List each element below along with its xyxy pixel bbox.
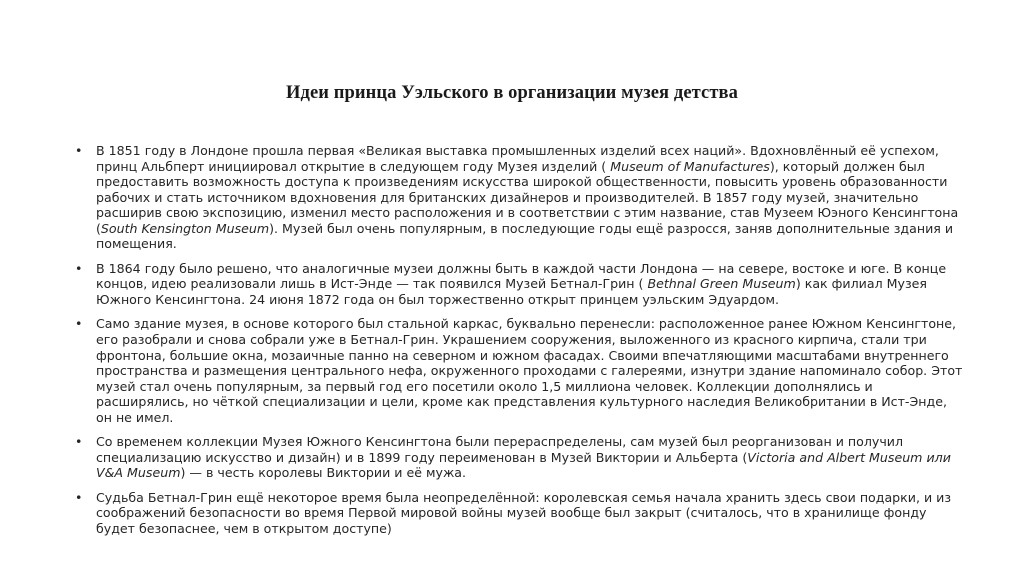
list-item [66,143,966,252]
bullet-list [66,143,966,537]
bullet-paragraph-5: Судьба Бетнал-Грин ещё некоторое время была неопределённой: королевская семья начала хранить здесь свои подарки, и из соображений безопасности во время Первой мировой войны музей вообще был закрыт (считалось, что в хранилище фонду будет безопаснее, чем в открытом доступе) [96,489,952,537]
bullet-marker-icon: • [75,316,83,332]
bullet-paragraph-1: В 1851 году в Лондоне прошла первая «Великая выставка промышленных изделий всех наций». Вдохновлённый её успехом, принц Альбперт инициировал открытие в следующем году Музея изделий ( Museum of Manufactures), который должен был предоставить возможность доступа к произведениям искусства широкой общественности, повысить уровень образованности рабочих и стать источником вдохновения для британских дизайнеров и производителей. В 1857 году музей, значительно расширив свою экспозицию, изменил место расположения и в соответствии с этим название, став Музеем Юэного Кенсингтона (South Kensington Museum). Музей был очень популярным, в последующие годы ещё разросся, заняв дополнительные здания и помещения. [96,143,959,252]
bullet-marker-icon: • [75,260,83,276]
bullet-paragraph-4: Со временем коллекции Музея Южного Кенсингтона были перераспределены, сам музей был реорганизован и получил специализацию искусство и дизайн) и в 1899 году переименован в Музей Виктории и Альберта (Victoria and Albert Museum или V&A Museum) — в честь королевы Виктории и её мужа. [96,434,951,481]
bullet-paragraph-3: Само здание музея, в основе которого был стальной каркас, буквально перенесли: расположенное ранее Южном Кенсингтоне, его разобрали и снова собрали уже в Бетнал-Грин. Украшением сооружения, выложенного из красного кирпича, стали три фронтона, большие окна, мозаичные панно на северном и южном фасадах. Своими впечатляющими масштабами внутреннего пространства и размещения центрального нефа, окруженного проходами с галереями, изнутри здание напоминало собор. Этот музей стал очень популярным, за первый год его посетили около 1,5 миллиона человек. Коллекции дополнялись и расширялись, но чёткой специализации и цели, кроме как представления культурного наследия Великобритании в Ист-Энде, он не имел. [96,316,963,425]
bullet-marker-icon: • [75,434,83,450]
list-item [66,490,966,537]
slide-body [66,143,966,537]
bullet-paragraph-2: В 1864 году было решено, что аналогичные музеи должны быть в каждой части Лондона — на севере, востоке и юге. В конце концов, идею реализовали лишь в Ист-Энде — так появился Музей Бетнал-Грин ( Bethnal Green Museum) как филиал Музея Южного Кенсингтона. 24 июня 1872 года он был торжественно открыт принцем уэльским Эдуардом. [96,260,947,307]
list-item [66,261,966,308]
list-item [66,316,966,425]
list-item [66,434,966,481]
bullet-marker-icon: • [75,489,83,505]
bullet-marker-icon: • [75,143,83,158]
page-title: Идеи принца Уэльского в организации музея детства [286,83,738,104]
